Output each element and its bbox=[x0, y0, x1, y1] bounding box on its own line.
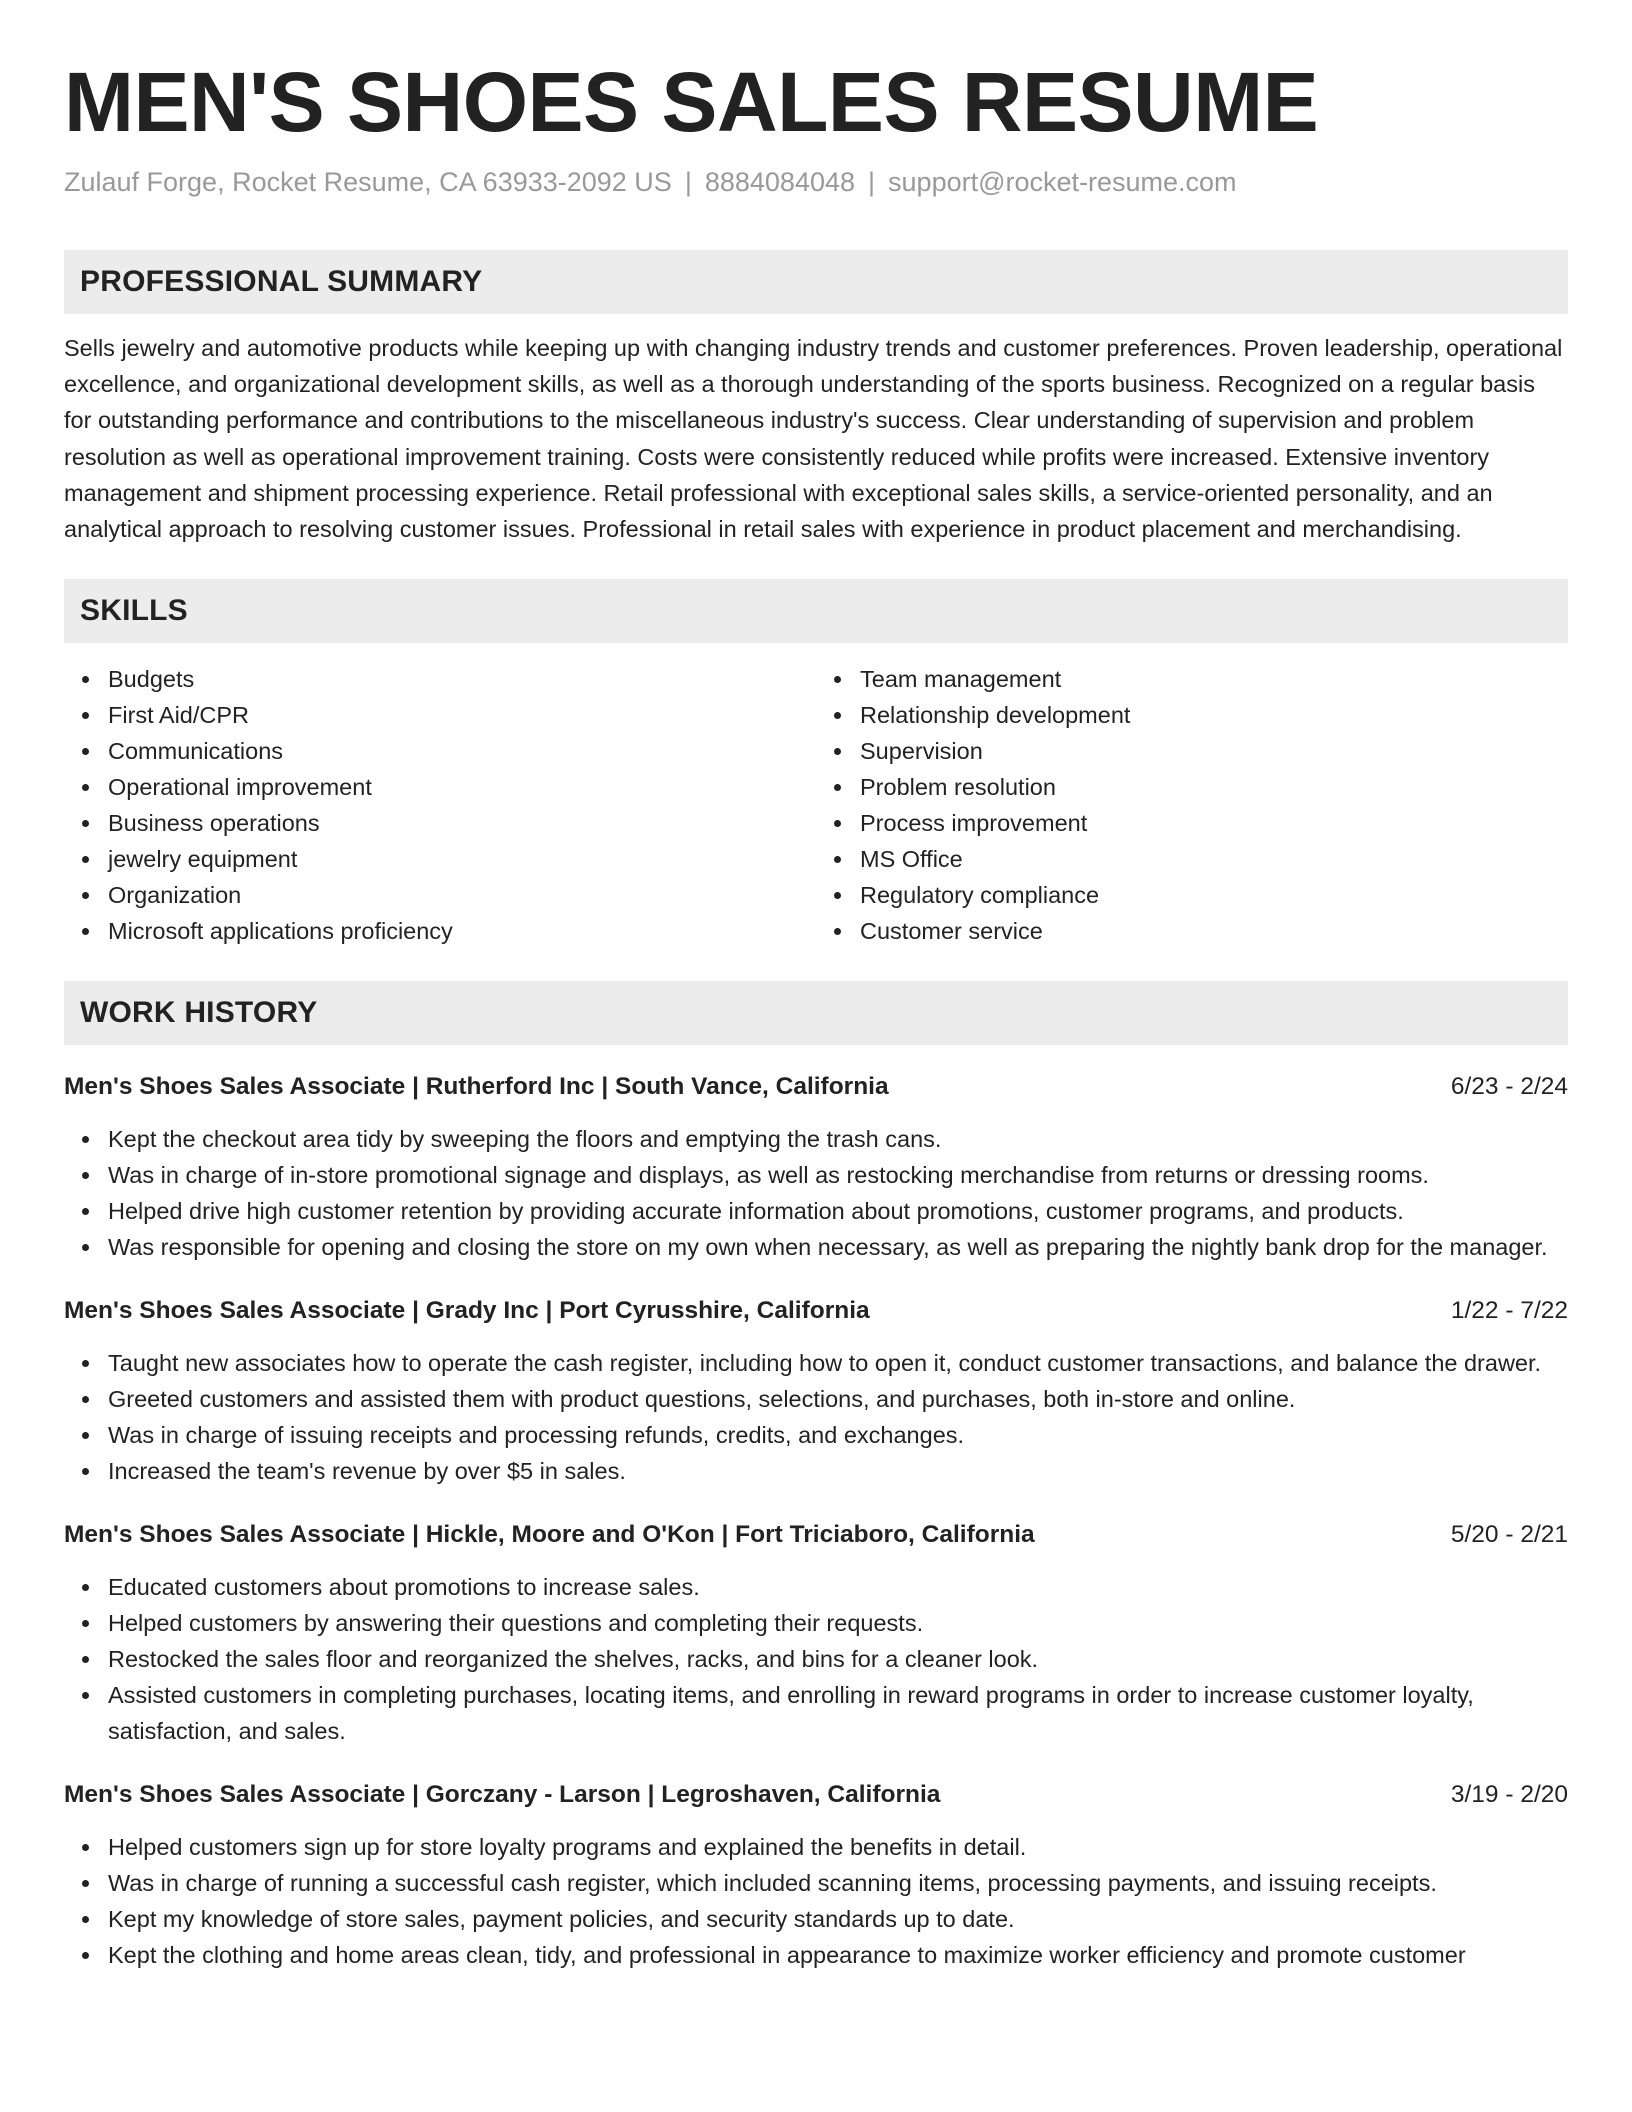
skill-item: Problem resolution bbox=[860, 769, 1568, 805]
job-duties bbox=[64, 1121, 1568, 1265]
skill-item: Business operations bbox=[108, 805, 816, 841]
job-entry bbox=[64, 1293, 1568, 1489]
section-heading-work-history: WORK HISTORY bbox=[64, 981, 1568, 1045]
duty-item: Increased the team's revenue by over $5 in sales. bbox=[108, 1453, 1568, 1489]
job-duties bbox=[64, 1569, 1568, 1749]
job-title: Men's Shoes Sales Associate | Grady Inc | Port Cyrusshire, California bbox=[64, 1297, 870, 1325]
skill-item: Operational improvement bbox=[108, 769, 816, 805]
duty-item: Assisted customers in completing purchases, locating items, and enrolling in reward programs in order to increase customer loyalty, satisfaction, and sales. bbox=[108, 1677, 1568, 1749]
skill-item: Process improvement bbox=[860, 805, 1568, 841]
duty-item: Helped customers sign up for store loyalty programs and explained the benefits in detail. bbox=[108, 1829, 1568, 1865]
job-dates: 3/19 - 2/20 bbox=[1450, 1781, 1568, 1809]
skill-item: Budgets bbox=[108, 661, 816, 697]
duty-item: Was in charge of issuing receipts and processing refunds, credits, and exchanges. bbox=[108, 1417, 1568, 1453]
duty-item: Was responsible for opening and closing the store on my own when necessary, as well as preparing the nightly bank drop for the manager. bbox=[108, 1229, 1568, 1265]
job-header bbox=[64, 1777, 1568, 1813]
job-header bbox=[64, 1293, 1568, 1329]
skills-list bbox=[64, 661, 1568, 949]
duty-item: Kept my knowledge of store sales, payment policies, and security standards up to date. bbox=[108, 1901, 1568, 1937]
contact-separator: | bbox=[868, 167, 876, 197]
duty-item: Kept the checkout area tidy by sweeping the floors and emptying the trash cans. bbox=[108, 1121, 1568, 1157]
skill-item: Regulatory compliance bbox=[860, 877, 1568, 913]
skills-column-right bbox=[816, 661, 1568, 949]
skill-item: jewelry equipment bbox=[108, 841, 816, 877]
skill-item: Customer service bbox=[860, 913, 1568, 949]
job-duties bbox=[64, 1345, 1568, 1489]
job-title: Men's Shoes Sales Associate | Hickle, Moore and O'Kon | Fort Triciaboro, California bbox=[64, 1521, 1035, 1549]
resume-title: MEN'S SHOES SALES RESUME bbox=[64, 55, 1319, 149]
skill-item: Communications bbox=[108, 733, 816, 769]
skill-item: Supervision bbox=[860, 733, 1568, 769]
job-dates: 6/23 - 2/24 bbox=[1450, 1073, 1568, 1101]
job-header bbox=[64, 1517, 1568, 1553]
duty-item: Was in charge of in-store promotional signage and displays, as well as restocking merchandise from returns or dressing rooms. bbox=[108, 1157, 1568, 1193]
section-heading-skills: SKILLS bbox=[64, 579, 1568, 643]
contact-address: Zulauf Forge, Rocket Resume, CA 63933-2092 US bbox=[64, 167, 672, 197]
summary-text: Sells jewelry and automotive products while keeping up with changing industry trends and customer preferences. Proven leadership, operational excellence, and organizational development skills, as well as a thorough understanding of the sports business. Recognized on a regular basis for outstanding performance and contributions to the miscellaneous industry's success. Clear understanding of supervision and problem resolution as well as operational improvement training. Costs were consistently reduced while profits were increased. Extensive inventory management and shipment processing experience. Retail professional with exceptional sales skills, a service-oriented personality, and an analytical approach to resolving customer issues. Professional in retail sales with experience in product placement and merchandising. bbox=[64, 335, 1563, 543]
job-dates: 1/22 - 7/22 bbox=[1450, 1297, 1568, 1325]
skill-item: Organization bbox=[108, 877, 816, 913]
duty-item: Educated customers about promotions to increase sales. bbox=[108, 1569, 1568, 1605]
job-entry bbox=[64, 1517, 1568, 1749]
skill-item: Microsoft applications proficiency bbox=[108, 913, 816, 949]
contact-phone: 8884084048 bbox=[704, 167, 856, 197]
contact-email: support@rocket-resume.com bbox=[888, 167, 1237, 197]
skill-item: MS Office bbox=[860, 841, 1568, 877]
skill-item: Relationship development bbox=[860, 697, 1568, 733]
resume-page bbox=[64, 0, 1568, 1973]
contact-line bbox=[64, 164, 1568, 200]
job-duties bbox=[64, 1829, 1568, 1973]
duty-item: Restocked the sales floor and reorganized the shelves, racks, and bins for a cleaner look. bbox=[108, 1641, 1568, 1677]
job-title: Men's Shoes Sales Associate | Gorczany - Larson | Legroshaven, California bbox=[64, 1781, 941, 1809]
duty-item: Greeted customers and assisted them with product questions, selections, and purchases, both in-store and online. bbox=[108, 1381, 1568, 1417]
contact-separator: | bbox=[684, 167, 692, 197]
skill-item: Team management bbox=[860, 661, 1568, 697]
skill-item: First Aid/CPR bbox=[108, 697, 816, 733]
duty-item: Helped drive high customer retention by providing accurate information about promotions, customer programs, and products. bbox=[108, 1193, 1568, 1229]
job-header bbox=[64, 1069, 1568, 1105]
job-entry bbox=[64, 1069, 1568, 1265]
duty-item: Kept the clothing and home areas clean, tidy, and professional in appearance to maximize worker efficiency and promote customer bbox=[108, 1937, 1568, 1973]
job-title: Men's Shoes Sales Associate | Rutherford Inc | South Vance, California bbox=[64, 1073, 889, 1101]
duty-item: Taught new associates how to operate the cash register, including how to open it, conduct customer transactions, and balance the drawer. bbox=[108, 1345, 1568, 1381]
job-dates: 5/20 - 2/21 bbox=[1450, 1521, 1568, 1549]
skills-column-left bbox=[64, 661, 816, 949]
duty-item: Helped customers by answering their questions and completing their requests. bbox=[108, 1605, 1568, 1641]
duty-item: Was in charge of running a successful cash register, which included scanning items, processing payments, and issuing receipts. bbox=[108, 1865, 1568, 1901]
section-heading-summary: PROFESSIONAL SUMMARY bbox=[64, 250, 1568, 314]
job-entry bbox=[64, 1777, 1568, 1973]
